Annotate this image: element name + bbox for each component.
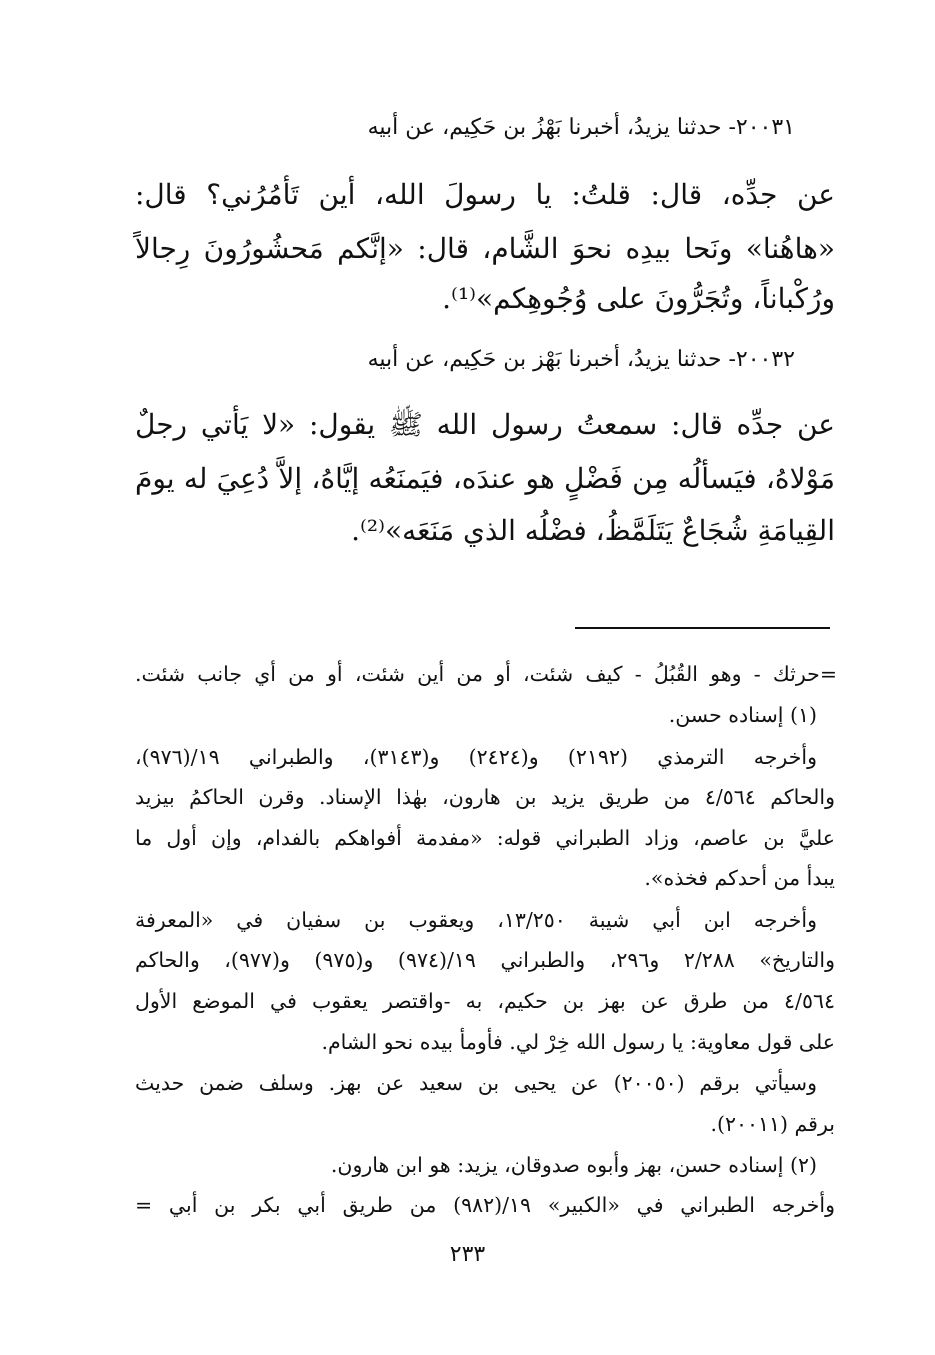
footnote-separator xyxy=(575,627,830,629)
footnote-1-heading: (١) إسناده حسن. xyxy=(668,703,817,727)
hadith-20032-line-2: مَوْلاهُ، فيَسألُه مِن فَضْلٍ هو عندَه، فيَمنَعُه إيَّاهُ، إلاَّ دُعِيَ له يومَ xyxy=(135,462,835,495)
footnote-1-line-7: ٤/٥٦٤ من طرق عن بهز بن حكيم، به -واقتصر يعقوب في الموضع الأول xyxy=(135,989,835,1013)
hadith-20032-line-1: عن جدِّه قال: سمعتُ رسول الله ﷺ يقول: «لا يَأتي رجلٌ xyxy=(135,408,835,441)
footnote-1-line-2: والحاكم ٤/٥٦٤ من طريق يزيد بن هارون، بهٰذا الإسناد. وقرن الحاكمُ بيزيد xyxy=(135,785,835,809)
footnote-1-line-3: عليَّ بن عاصم، وزاد الطبراني قوله: «مفدمة أفواهكم بالفدام، وإن أول ما xyxy=(135,826,835,850)
hadith-20031-line-2: «هاهُنا» ونَحا بيدِه نحوَ الشَّام، قال: «إنَّكم مَحشُورُونَ رِجالاً xyxy=(135,232,835,265)
footnote-1-line-4: يبدأ من أحدكم فخذه». xyxy=(644,866,835,890)
footnote-1-line-8: على قول معاوية: يا رسول الله خِرْ لي. فأومأ بيده نحو الشام. xyxy=(321,1030,835,1054)
footnote-1-line-10: برقم (٢٠٠١١). xyxy=(710,1112,835,1136)
hadith-20031-heading: ٢٠٠٣١- حدثنا يزيدُ، أخبرنا بَهْزُ بن حَكِيم، عن أبيه xyxy=(367,115,795,140)
hadith-20032-heading: ٢٠٠٣٢- حدثنا يزيدُ، أخبرنا بَهْز بن حَكِيم، عن أبيه xyxy=(367,347,795,372)
footnote-1-line-1: وأخرجه الترمذي (٢١٩٢) و(٢٤٢٤) و(٣١٤٣)، والطبراني ١٩/(٩٧٦)، xyxy=(135,745,817,769)
footnote-2-line-1: وأخرجه الطبراني في «الكبير» ١٩/(٩٨٢) من طريق أبي بكر بن أبي = xyxy=(135,1193,835,1217)
page-number: ٢٣٣ xyxy=(449,1242,486,1267)
hadith-20031-line-3: ورُكْباناً، وتُجَرُّونَ على وُجُوهِكم»⁽¹⁾. xyxy=(442,282,835,315)
hadith-20031-line-1: عن جدِّه، قال: قلتُ: يا رسولَ الله، أين تَأمُرُني؟ قال: xyxy=(135,178,835,211)
footnote-1-line-6: والتاريخ» ٢/٢٨٨ و٢٩٦، والطبراني ١٩/(٩٧٤) و(٩٧٥) و(٩٧٧)، والحاكم xyxy=(135,948,835,972)
footnote-1-line-5: وأخرجه ابن أبي شيبة ١٣/٢٥٠، ويعقوب بن سفيان في «المعرفة xyxy=(135,908,817,932)
footnote-2-heading: (٢) إسناده حسن، بهز وأبوه صدوقان، يزيد: هو ابن هارون. xyxy=(330,1153,817,1177)
footnote-1-line-9: وسيأتي برقم (٢٠٠٥٠) عن يحيى بن سعيد عن بهز. وسلف ضمن حديث xyxy=(135,1071,817,1095)
hadith-20032-line-3: القِيامَةِ شُجَاعٌ يَتَلَمَّظُ، فضْلُه الذي مَنَعَه»⁽²⁾. xyxy=(351,514,835,547)
footnote-continuation: =حرثك - وهو القُبُلُ - كيف شئت، أو من أين شئت، أو من أي جانب شئت. xyxy=(135,662,837,686)
